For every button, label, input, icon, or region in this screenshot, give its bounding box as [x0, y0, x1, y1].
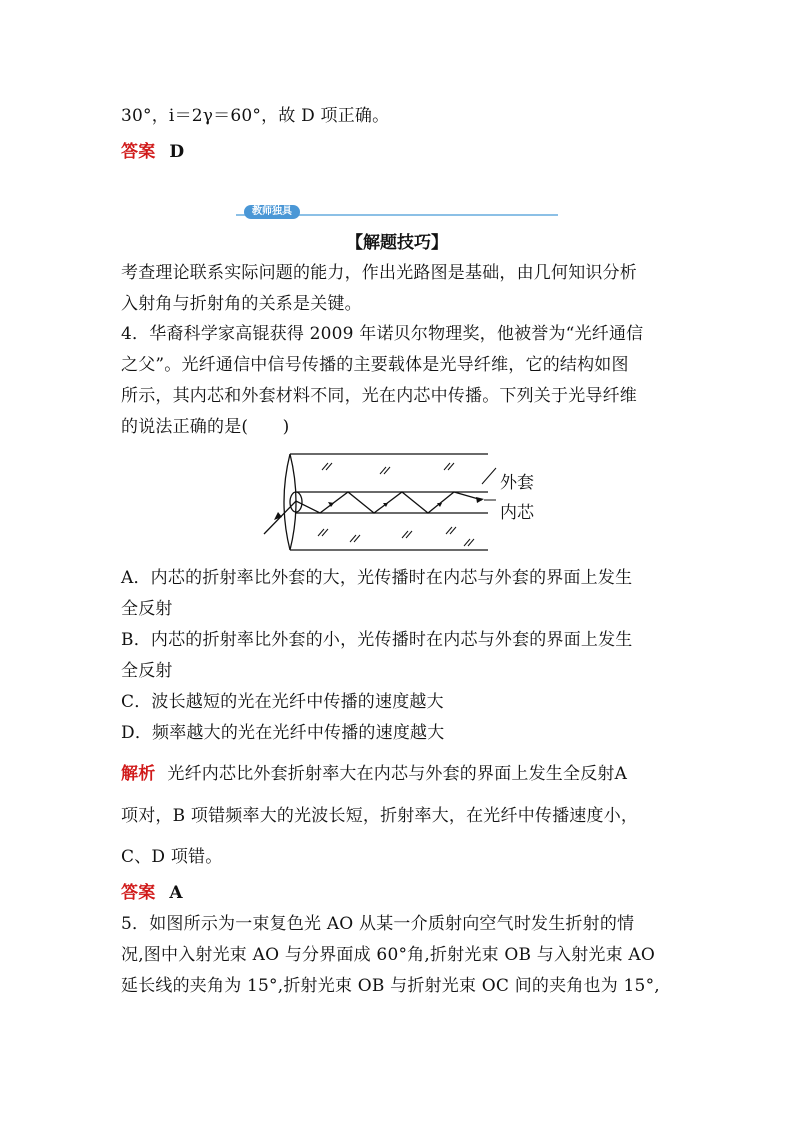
- text-line: 入射角与折射角的关系是关键。: [121, 294, 362, 314]
- analysis-text: 光纤内芯比外套折射率大在内芯与外套的界面上发生全反射A: [167, 764, 628, 784]
- question-4-line: 所示，其内芯和外套材料不同，光在内芯中传播。下列关于光导纤维: [121, 386, 637, 406]
- optical-fiber-figure: [256, 446, 556, 554]
- answer-label: 答案: [121, 142, 156, 162]
- option-b-line: 全反射: [121, 661, 173, 681]
- analysis-label: 解析: [121, 764, 156, 784]
- analysis-line: C、D 项错。: [121, 847, 223, 867]
- question-4-line: 4．华裔科学家高锟获得 2009 年诺贝尔物理奖，他被誉为“光纤通信: [121, 324, 644, 344]
- inner-core-label: 内芯: [500, 503, 534, 523]
- option-c-line: C．波长越短的光在光纤中传播的速度越大: [121, 692, 444, 712]
- question-4-line: 的说法正确的是( ): [121, 417, 290, 437]
- question-5-line: 况,图中入射光束 AO 与分界面成 60°角,折射光束 OB 与入射光束 AO: [121, 945, 656, 965]
- teacher-only-badge: 教师独具: [244, 205, 300, 219]
- option-d-line: D．频率越大的光在光纤中传播的速度越大: [121, 723, 445, 743]
- answer-line: [121, 140, 184, 164]
- outer-cladding-label: 外套: [500, 473, 534, 493]
- option-b-line: B．内芯的折射率比外套的小，光传播时在内芯与外套的界面上发生: [121, 630, 633, 650]
- analysis-line: [121, 762, 627, 786]
- answer-label: 答案: [121, 883, 156, 903]
- question-5-line: 5．如图所示为一束复色光 AO 从某一介质射向空气时发生折射的情: [121, 914, 635, 934]
- question-4-line: 之父”。光纤通信中信号传播的主要载体是光导纤维，它的结构如图: [121, 355, 629, 375]
- tips-heading: 【解题技巧】: [346, 233, 448, 253]
- option-a-line: 全反射: [121, 599, 173, 619]
- analysis-line: 项对，B 项错频率大的光波长短，折射率大，在光纤中传播速度小，: [121, 806, 639, 826]
- text-line: 30°，i＝2γ＝60°，故 D 项正确。: [121, 106, 390, 126]
- answer-value: A: [169, 883, 183, 903]
- answer-value: D: [169, 142, 185, 162]
- question-5-line: 延长线的夹角为 15°,折射光束 OB 与折射光束 OC 间的夹角也为 15°,: [121, 976, 660, 996]
- answer-line: [121, 881, 183, 905]
- option-a-line: A．内芯的折射率比外套的大，光传播时在内芯与外套的界面上发生: [121, 568, 633, 588]
- text-line: 考查理论联系实际问题的能力，作出光路图是基础，由几何知识分析: [121, 263, 637, 283]
- teacher-only-divider: [236, 204, 558, 220]
